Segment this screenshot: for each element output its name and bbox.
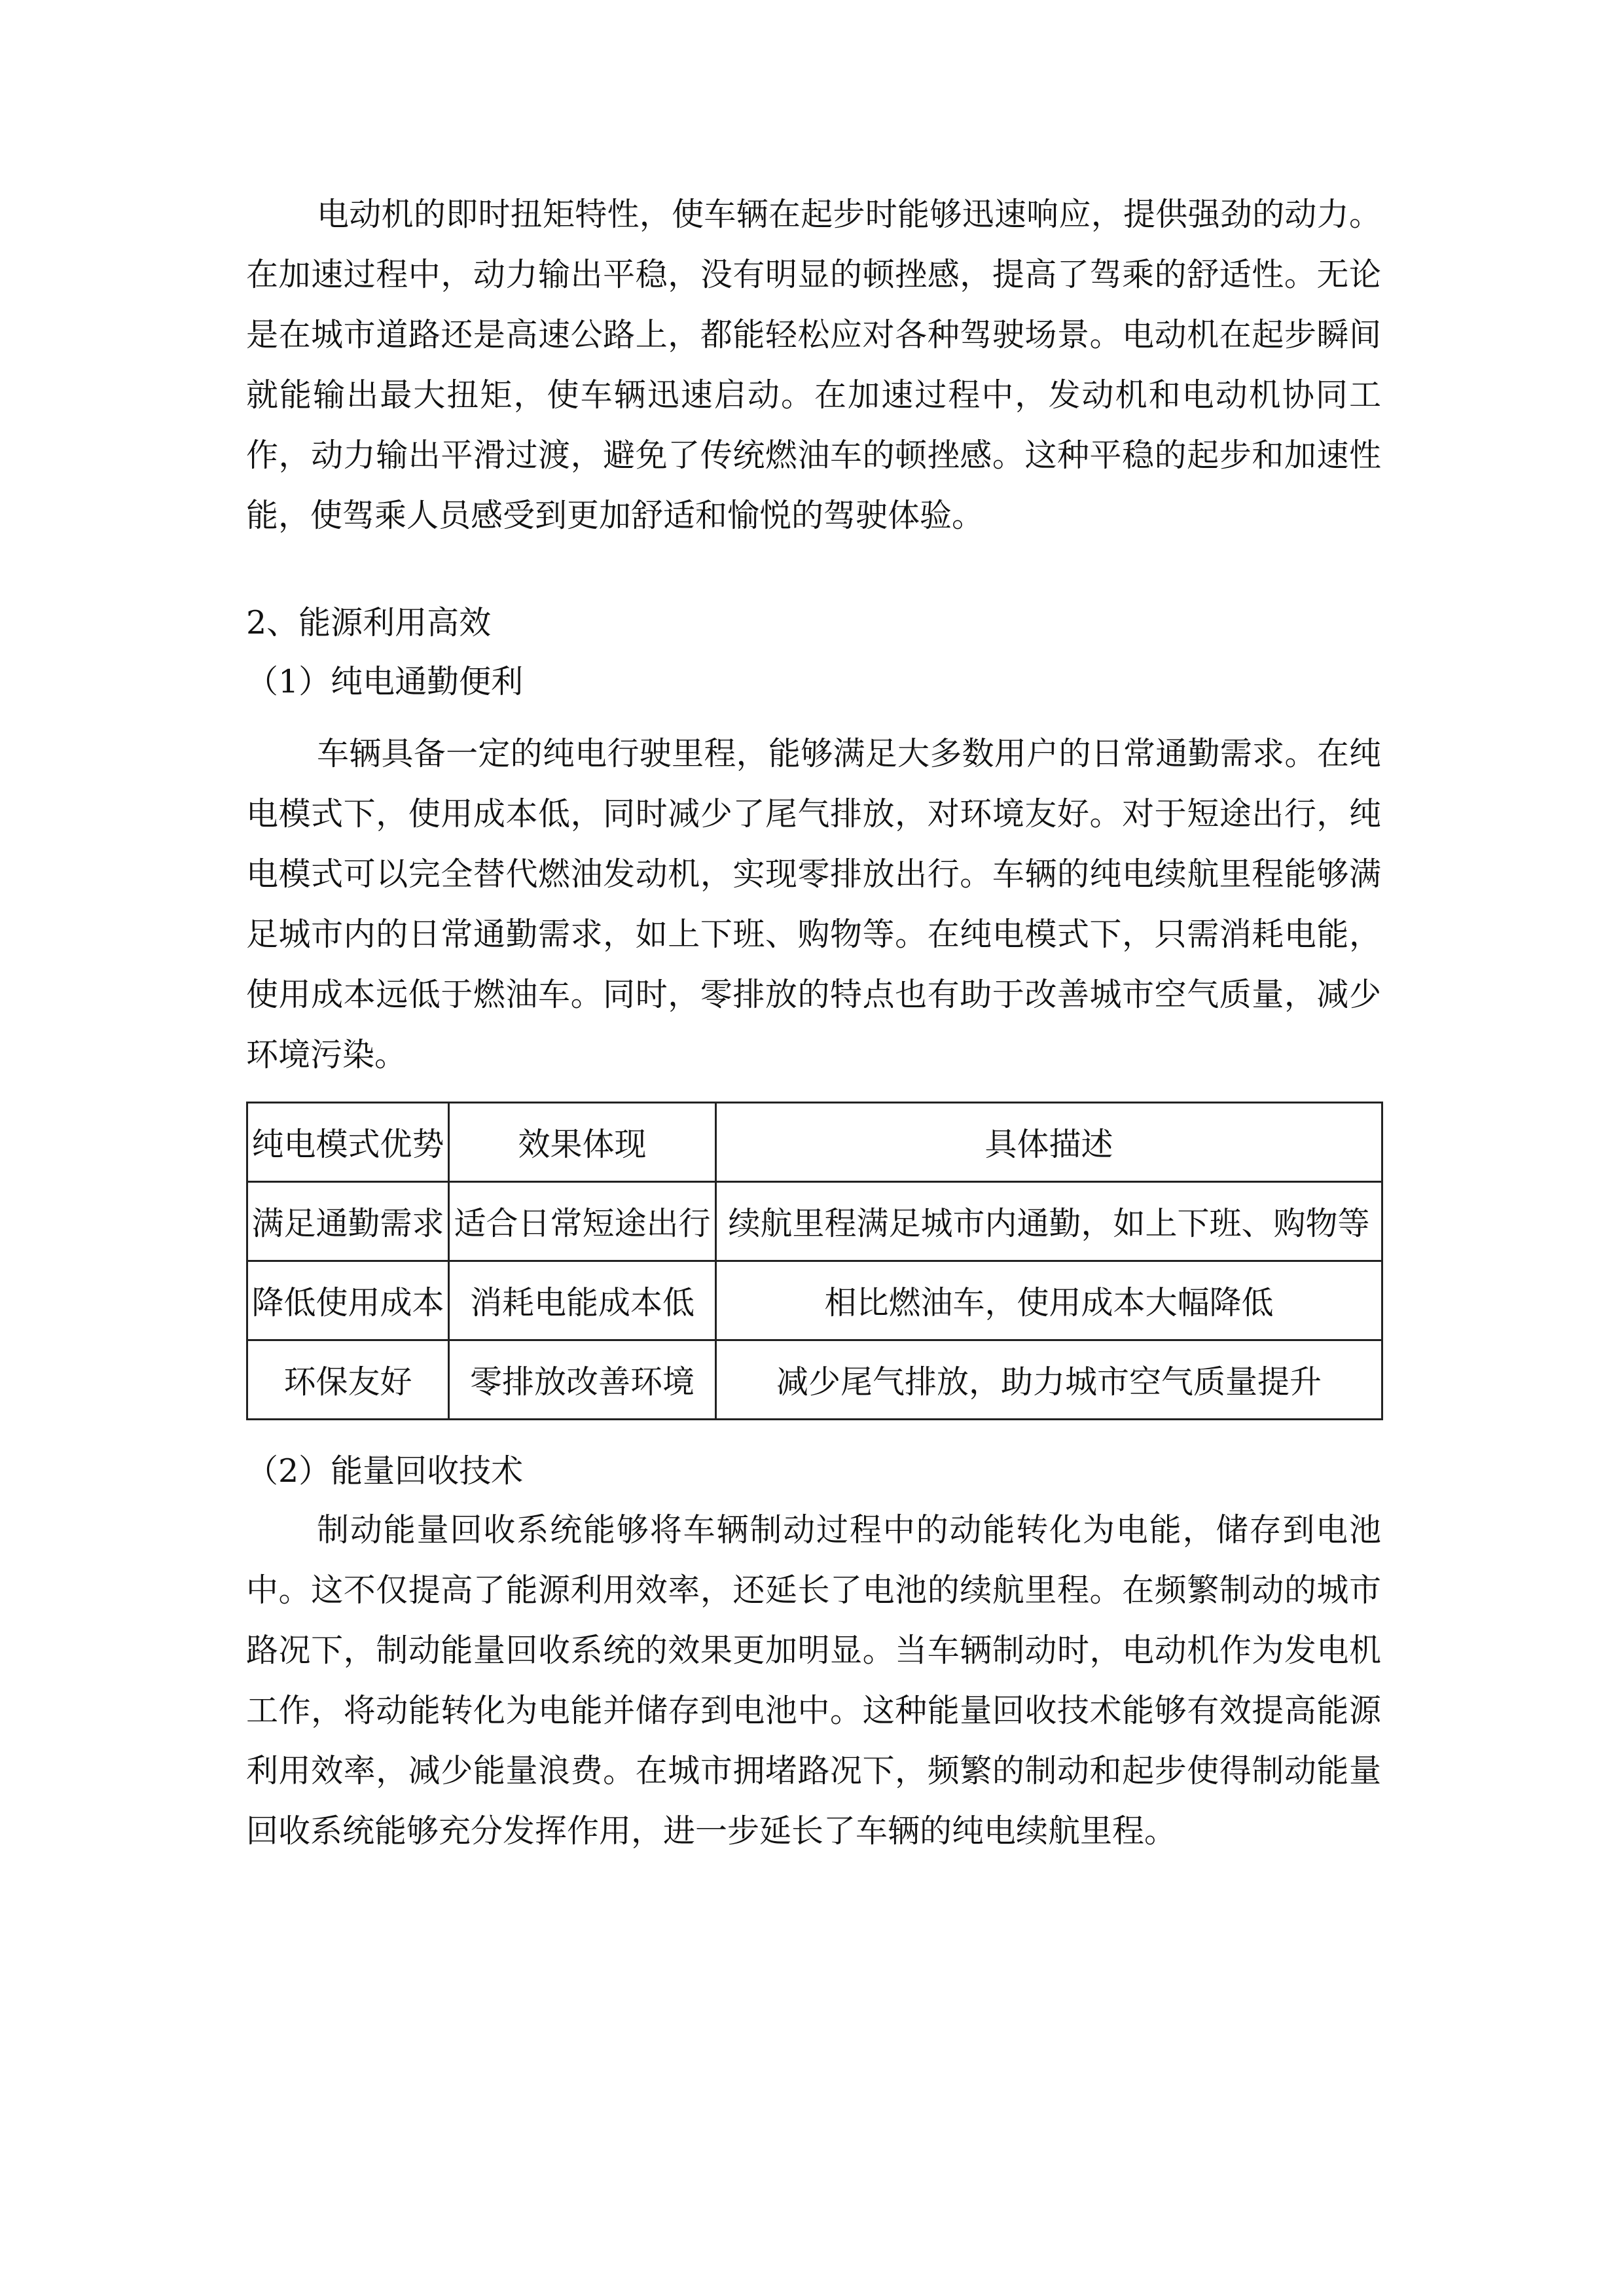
table-header-cell: 纯电模式优势	[247, 1103, 449, 1182]
table-header-cell: 效果体现	[449, 1103, 716, 1182]
table-row	[247, 1182, 1382, 1261]
ev-advantages-table	[246, 1102, 1383, 1420]
table-cell: 相比燃油车，使用成本大幅降低	[716, 1261, 1382, 1340]
table-cell: 满足通勤需求	[247, 1182, 449, 1261]
table-cell: 续航里程满足城市内通勤，如上下班、购物等	[716, 1182, 1382, 1261]
paragraph-energy-recovery: 制动能量回收系统能够将车辆制动过程中的动能转化为电能，储存到电池中。这不仅提高了能源利用效率，还延长了电池的续航里程。在频繁制动的城市路况下，制动能量回收系统的效果更加明显。当车辆制动时，电动机作为发电机工作，将动能转化为电能并储存到电池中。这种能量回收技术能够有效提高能源利用效率，减少能量浪费。在城市拥堵路况下，频繁的制动和起步使得制动能量回收系统能够充分发挥作用，进一步延长了车辆的纯电续航里程。	[246, 1511, 1381, 1850]
subheading-energy-recovery: （2）能量回收技术	[246, 1452, 524, 1490]
table-header-row	[247, 1103, 1382, 1182]
table-cell: 适合日常短途出行	[449, 1182, 716, 1261]
table-cell: 减少尾气排放，助力城市空气质量提升	[716, 1340, 1382, 1420]
table-row	[247, 1261, 1382, 1340]
ev-advantages-table-wrapper	[246, 1102, 1383, 1420]
table-row	[247, 1340, 1382, 1420]
table-cell: 环保友好	[247, 1340, 449, 1420]
section-heading-energy-efficiency: 2、能源利用高效	[246, 604, 492, 641]
paragraph-ev-commute: 车辆具备一定的纯电行驶里程，能够满足大多数用户的日常通勤需求。在纯电模式下，使用成本低，同时减少了尾气排放，对环境友好。对于短途出行，纯电模式可以完全替代燃油发动机，实现零排放出行。车辆的纯电续航里程能够满足城市内的日常通勤需求，如上下班、购物等。在纯电模式下，只需消耗电能，使用成本远低于燃油车。同时，零排放的特点也有助于改善城市空气质量，减少环境污染。	[246, 735, 1381, 1073]
table-cell: 消耗电能成本低	[449, 1261, 716, 1340]
table-cell: 降低使用成本	[247, 1261, 449, 1340]
subheading-ev-commute: （1）纯电通勤便利	[246, 663, 524, 700]
table-cell: 零排放改善环境	[449, 1340, 716, 1420]
paragraph-motor-torque: 电动机的即时扭矩特性，使车辆在起步时能够迅速响应，提供强劲的动力。在加速过程中，动力输出平稳，没有明显的顿挫感，提高了驾乘的舒适性。无论是在城市道路还是高速公路上，都能轻松应对各种驾驶场景。电动机在起步瞬间就能输出最大扭矩，使车辆迅速启动。在加速过程中，发动机和电动机协同工作，动力输出平滑过渡，避免了传统燃油车的顿挫感。这种平稳的起步和加速性能，使驾乘人员感受到更加舒适和愉悦的驾驶体验。	[246, 196, 1381, 534]
table-header-cell: 具体描述	[716, 1103, 1382, 1182]
